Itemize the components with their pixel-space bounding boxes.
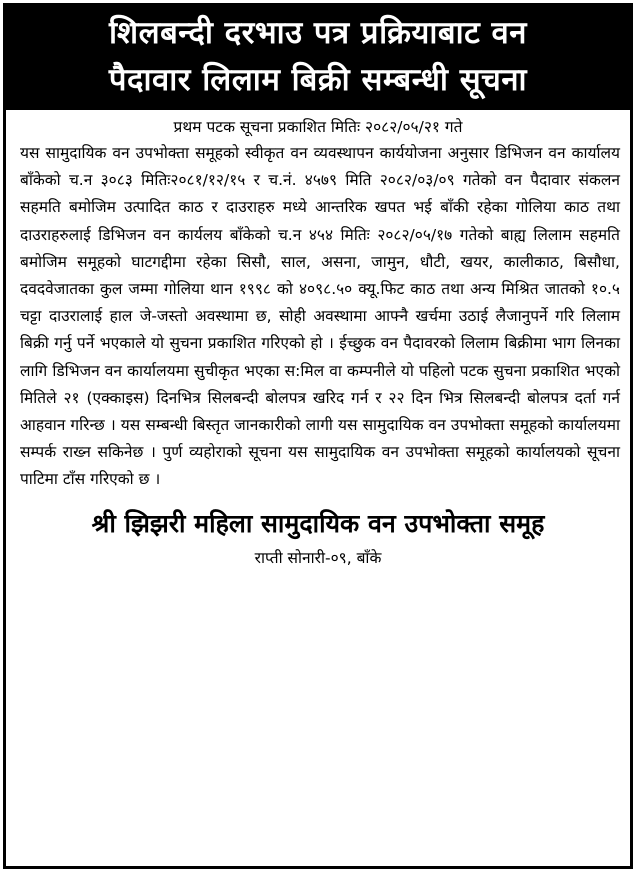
- header-title-line-1: शिलबन्दी दरभाउ पत्र प्रक्रियाबाट वन: [108, 15, 528, 51]
- notice-header: [6, 6, 630, 110]
- header-title-line-2: पैदावार लिलाम बिक्री सम्बन्धी सूचना: [108, 62, 528, 98]
- notice-frame: [3, 3, 633, 869]
- notice-body: यस सामुदायिक वन उपभोक्ता समूहको स्वीकृत वन व्यवस्थापन कार्ययोजना अनुसार डिभिजन वन कार्यालय बाँकेको च.न ३०८३ मितिः२०८१/१२/१५ र च.नं. ४५७९ मिति २०८२/०३/०९ गतेको वन पैदावार संकलन सहमति बमोजिम उत्पादित काठ र दाउराहरु मध्ये आन्तरिक खपत भई बाँकी रहेका गोलिया काठ तथा दाउराहरुलाई डिभिजन वन कार्यलय बाँकेको च.न ४५४ मितिः २०८२/०५/१७ गतेको बाह्य लिलाम सहमति बमोजिम समूहको घाटगद्दीमा रहेका सिसौ, साल, असना, जामुन, धौटी, खयर, कालीकाठ, बिसौधा, दवदवेजातका कुल जम्मा गोलिया थान १९९८ को ४०९८.५० क्यू.फिट काठ तथा अन्य मिश्रित जातको १०.५ चट्टा दाउरालाई हाल जे-जस्तो अवस्थामा छ, सोही अवस्थामा आफ्नै खर्चमा उठाई लैजानुपर्ने गरि लिलाम बिक्री गर्नु पर्ने भएकाले यो सुचना प्रकाशित गरिएको हो । ईच्छुक वन पैदावरको लिलाम बिक्रीमा भाग लिनका लागि डिभिजन वन कार्यालयमा सुचीकृत भएका स:मिल वा कम्पनीले यो पहिलो पटक सुचना प्रकाशित भएको मितिले २१ (एक्काइस) दिनभित्र सिलबन्दी बोलपत्र खरिद गर्न र २२ दिन भित्र सिलबन्दी बोलपत्र दर्ता गर्न आहवान गरिन्छ । यस सम्बन्धी बिस्तृत जानकारीको लागी यस सामुदायिक वन उपभोक्ता समूहको कार्यालयमा सम्पर्क राख्न सकिनेछ । पुर्ण व्यहोराको सूचना यस सामुदायिक वन उपभोक्ता समूहको कार्यालयको सूचना पाटिमा टाँस गरिएको छ ।: [20, 144, 620, 489]
- publication-date-line: प्रथम पटक सूचना प्रकाशित मितिः २०८२/०५/२१ गते: [173, 118, 463, 136]
- organization-address: राप्ती सोनारी-०९, बाँके: [254, 548, 382, 567]
- organization-name: श्री झिझरी महिला सामुदायिक वन उपभोक्ता समूह: [91, 508, 545, 538]
